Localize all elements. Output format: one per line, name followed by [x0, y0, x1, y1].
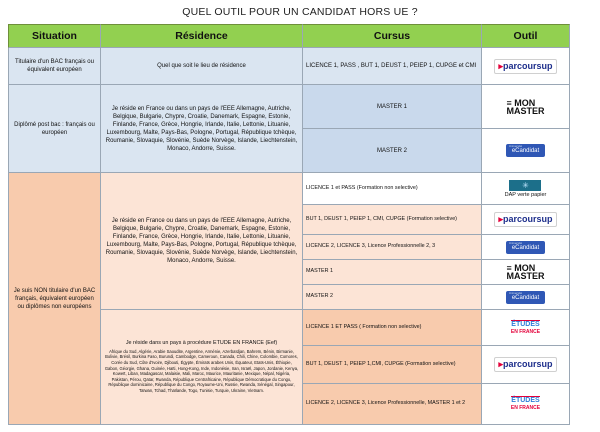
ecandidat-logo [506, 241, 545, 254]
monmaster-text-a: MON [514, 97, 536, 108]
r3-situation-text: Je suis NON titulaire d'un BAC français, équivalent européen ou diplômes non européens [13, 287, 96, 310]
r3-residence-eef-list: Afrique du Sud, Algérie, Arabie Saoudite, Argentine, Arménie, Azerbaïdjan, Bahreïn, Bénin, Birmanie, Bolivie, Brésil, Burkina Faso, Burundi, Cambodge, Cameroun, Canada, Chili, Chine, Colombie, Comores, Corée du Sud, Côte d'Ivoire, Djibouti, Égypte, Émirats arabes Unis, Équateur, Etats-Unis, Éthiopie, Gabon, Géorgie, Ghana, Guinée, Haïti, Hong-Kong, Inde, Indonésie, Iran, Israël, Japon, Jordanie, Kenya, Koweït, Liban, Madagascar, Malaisie, Mali, Maroc, Maurice, Mauritanie, Mexique, Népal, Nigéria, Pakistan, Pérou, Qatar, Rwanda, République Centrafricaine, République Démocratique du Congo, République dominicaine, République du Congo, Royaume-Uni, Russie, Rwanda, Sénégal, Singapour, Taïwan, Tchad, Thaïlande, Togo, Tunisie, Turquie, Ukraine, Vietnam. [104, 348, 299, 393]
eee-cursus-3-text: LICENCE 2, LICENCE 3, Licence Professionnelle 2, 3 [306, 243, 436, 250]
dap-caption: DAP verte papier [504, 191, 547, 198]
eef-cursus-3-text: LICENCE 2, LICENCE 3, Licence Professionnelle, MASTER 1 et 2 [306, 400, 466, 407]
eee-cursus-2-text: BUT 1, DEUST 1, PEIEP 1, CMI, CUPGE (Formation selective) [306, 215, 457, 222]
eee-cursus-2 [303, 205, 482, 235]
etudes-en-france-logo [511, 396, 540, 412]
r2-situation-text: Diplômé post bac : français ou européen [14, 121, 95, 136]
r3-residence-eef [101, 310, 303, 425]
eef-cursus-1-text: LICENCE 1 ET PASS ( Formation non selective) [306, 323, 422, 330]
r2-outil-a [482, 85, 570, 129]
header-residence-label: Résidence [175, 30, 228, 42]
eef-cursus-2-text: BUT 1, DEUST 1, PEIEP 1,CMI, CUPGE (Formation selective) [306, 360, 456, 367]
r1-outil [482, 48, 570, 85]
eef-outil-3 [482, 384, 570, 425]
parcoursup-icon: ▸ [498, 359, 503, 369]
eee-outil-1 [482, 173, 570, 205]
eee-cursus-4 [303, 260, 482, 285]
monmaster-logo [507, 264, 545, 280]
header-outil-label: Outil [513, 30, 538, 42]
eef-outil-1 [482, 310, 570, 346]
ecandidat-small-text: Université [508, 240, 523, 245]
monmaster-icon: ≡ [506, 97, 515, 108]
parcoursup-icon: ▸ [498, 214, 503, 224]
header-situation-label: Situation [32, 30, 77, 42]
dap-flag-icon: ✳ [509, 180, 541, 191]
eee-outil-4 [482, 260, 570, 285]
monmaster-logo [507, 99, 545, 115]
r2-cursus-a-text: MASTER 1 [376, 103, 407, 110]
r1-situation [8, 48, 101, 85]
eef-outil-2 [482, 346, 570, 384]
etudes-en-france-logo [511, 320, 540, 336]
monmaster-text-b: MASTER [506, 271, 545, 281]
eee-cursus-3 [303, 235, 482, 260]
parcoursup-logo [494, 212, 556, 227]
header-cursus [303, 24, 482, 48]
r2-residence [101, 85, 303, 173]
parcoursup-logo [494, 59, 556, 74]
ecandidat-text: eCandidat [511, 148, 540, 154]
eef-text-a: ÉTUDES [511, 320, 540, 328]
parcoursup-text-b: up [541, 214, 553, 224]
ecandidat-small-text: Université [508, 290, 523, 295]
r3-residence-eee-text: Je réside en France ou dans un pays de l'EEE Allemagne, Autriche, Belgique, Bulgarie, Chypre, Croatie, Danemark, Espagne, Estonie, Finlande, France, Grèce, Hongrie, Irlande, Italie, Lettonie, Lituanie, Luxembourg, Malte, Pays-Bas, Pologne, Portugal, République tchèque, Roumanie, Slovaquie, Slovénie, Suède Norvège, Islande, Liechtenstein, Monaco, Andorre, Suisse. [105, 218, 298, 264]
eee-cursus-5 [303, 285, 482, 310]
eef-cursus-2 [303, 346, 482, 384]
r1-cursus-text: LICENCE 1, PASS , BUT 1, DEUST 1, PEIEP 1, CUPGE et CMI [306, 63, 477, 69]
parcoursup-text-b: up [541, 359, 553, 369]
parcoursup-text-a: parcours [503, 214, 542, 224]
eee-cursus-1-text: LICENCE 1 et PASS (Formation non selective) [306, 184, 418, 191]
ecandidat-small-text: Université [508, 144, 523, 148]
header-cursus-label: Cursus [373, 30, 411, 42]
r2-cursus-b-text: MASTER 2 [376, 147, 407, 154]
eee-outil-2 [482, 205, 570, 235]
eee-outil-5 [482, 285, 570, 310]
r3-residence-eef-heading: Je réside dans un pays à procédure ETUDE EN FRANCE (Eef) [125, 340, 278, 347]
ecandidat-text: eCandidat [511, 294, 540, 301]
dap-logo [505, 180, 547, 198]
header-situation [8, 24, 101, 48]
r2-outil-b [482, 129, 570, 173]
eee-cursus-5-text: MASTER 2 [306, 293, 333, 300]
eef-text-a: ÉTUDES [511, 397, 540, 404]
r1-residence [101, 48, 303, 85]
r1-residence-text: Quel que soit le lieu de résidence [157, 63, 246, 69]
monmaster-text-b: MASTER [506, 105, 545, 116]
page-title: QUEL OUTIL POUR UN CANDIDAT HORS UE ? [182, 6, 418, 18]
parcoursup-text-a: parcours [503, 60, 542, 71]
parcoursup-text-b: up [541, 60, 553, 71]
eef-text-b: EN FRANCE [510, 405, 541, 411]
eee-cursus-1 [303, 173, 482, 205]
parcoursup-logo [494, 357, 556, 372]
monmaster-text-a: MON [514, 263, 536, 273]
r2-cursus-b [303, 129, 482, 173]
ecandidat-logo [506, 291, 545, 304]
r2-situation [8, 85, 101, 173]
eef-text-b: EN FRANCE [510, 328, 541, 335]
r3-situation [8, 173, 101, 425]
monmaster-icon: ≡ [506, 263, 515, 273]
eef-cursus-3 [303, 384, 482, 425]
r1-situation-text: Titulaire d'un BAC français ou équivalent européen [15, 59, 94, 73]
header-outil [482, 24, 570, 48]
eee-cursus-4-text: MASTER 1 [306, 268, 333, 275]
header-residence [101, 24, 303, 48]
r1-cursus [303, 48, 482, 85]
r3-residence-eee [101, 173, 303, 310]
r2-cursus-a [303, 85, 482, 129]
parcoursup-icon: ▸ [498, 60, 503, 71]
r2-residence-text: Je réside en France ou dans un pays de l'EEE Allemagne, Autriche, Belgique, Bulgarie, Chypre, Croatie, Danemark, Espagne, Estonie, Finlande, France, Grèce, Hongrie, Irlande, Italie, Lettonie, Lituanie, Luxembourg, Malte, Pays-Bas, Pologne, Portugal, République tchèque, Roumanie, Slovaquie, Slovénie, Suède Norvège, Islande, Liechtenstein, Monaco, Andorre, Suisse. [105, 105, 298, 152]
eef-cursus-1 [303, 310, 482, 346]
ecandidat-text: eCandidat [511, 244, 540, 251]
ecandidat-logo [506, 144, 545, 157]
parcoursup-text-a: parcours [503, 359, 542, 369]
eee-outil-3 [482, 235, 570, 260]
